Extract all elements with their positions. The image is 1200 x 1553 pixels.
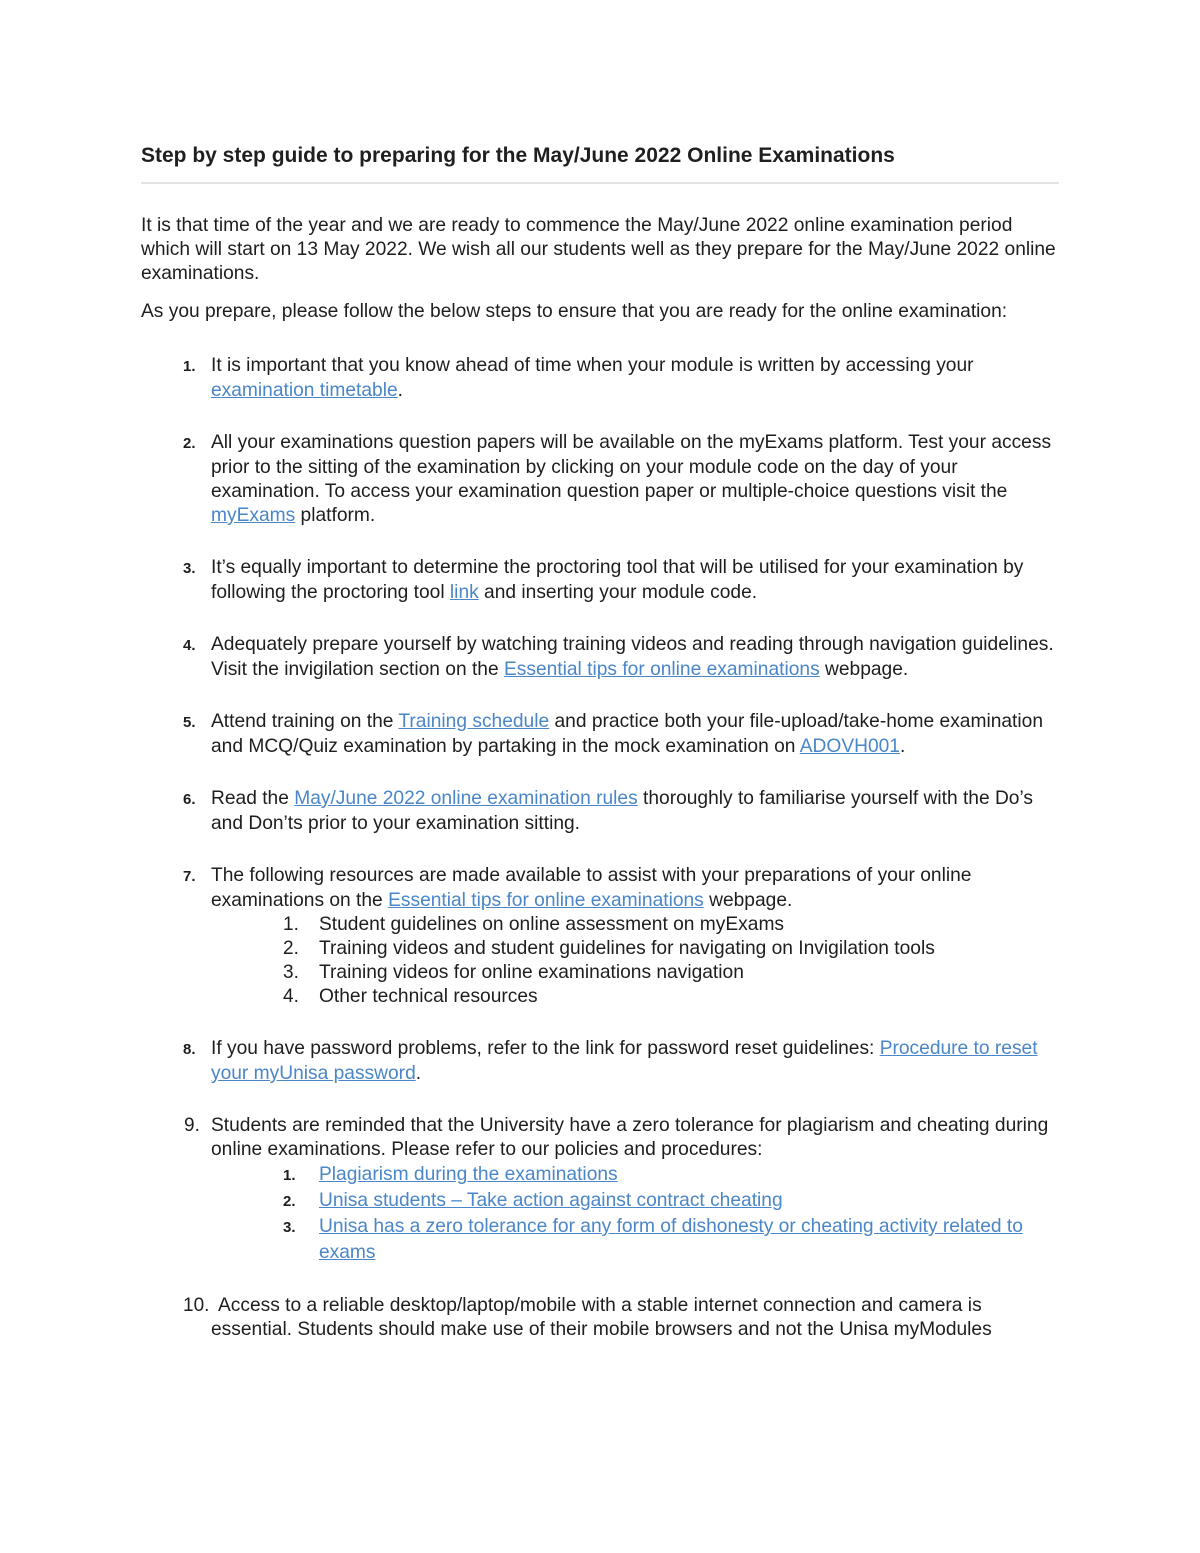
step-number: 5. [183,714,196,731]
intro-paragraph-2: As you prepare, please follow the below steps to ensure that you are ready for the online examination: [141,301,1008,322]
step-6 [141,787,1061,836]
step-text: Access to a reliable desktop/laptop/mobile with a stable internet connection and camera is essential. Students should make use of their mobile browsers and not the Unisa myModules [211,1295,992,1340]
step-number: 2. [183,435,196,452]
list-number: 2. [283,1193,296,1210]
training-schedule-link[interactable]: Training schedule [398,711,550,732]
step-9 [141,1114,1061,1266]
list-item [141,913,1061,937]
list-number: 1. [283,914,299,935]
step-5 [141,710,1061,759]
policies-list [211,1162,1061,1266]
step-text-end: . [899,736,906,757]
step-text: Read the [211,788,295,809]
step-3 [141,556,1061,605]
list-item [141,1214,1061,1266]
step-text: The following resources are made available to assist with your preparations of your online examinations on the [211,865,972,911]
step-text: Adequately prepare yourself by watching training videos and reading through navigation guidelines. Visit the invigilation section on the [211,634,1054,680]
step-text-end: thoroughly to familiarise yourself with the Do’s and Don’ts prior to your examination sitting. [211,788,1033,834]
step-text-middle: and practice both your file-upload/take-home examination and MCQ/Quiz examination by partaking in the mock examination on [211,711,1043,757]
step-number: 8. [183,1041,196,1058]
intro-paragraph-1: It is that time of the year and we are ready to commence the May/June 2022 online examination period which will start on 13 May 2022. We wish all our students well as they prepare for the May/June 2022 online examinations. [141,215,1056,284]
step-number: 9. [184,1115,200,1136]
step-text-end: platform. [295,505,376,526]
myexams-link[interactable]: myExams [211,505,296,526]
list-text: Training videos for online examinations navigation [319,962,744,983]
step-text: Attend training on the [211,711,399,732]
step-4 [141,633,1061,682]
step-text: It is important that you know ahead of time when your module is written by accessing your [211,355,974,376]
title-divider [141,182,1059,184]
step-text-end: . [397,380,403,401]
step-number: 6. [183,791,196,808]
list-number: 3. [283,1219,296,1236]
resources-list [211,913,1061,1009]
document-page [141,140,1061,1370]
step-10 [141,1294,1061,1342]
password-reset-link[interactable]: Procedure to reset your myUnisa password [211,1038,1038,1084]
step-number: 1. [183,358,196,375]
list-item [141,1162,1061,1188]
proctoring-tool-link[interactable]: link [449,582,479,603]
step-text: Students are reminded that the University have a zero tolerance for plagiarism and cheating during online examinations. Please refer to our policies and procedures: [211,1115,1049,1160]
step-text: It’s equally important to determine the proctoring tool that will be utilised for your examination by following the proctoring tool [211,557,1024,603]
step-text: If you have password problems, refer to the link for password reset guidelines: [211,1038,880,1059]
step-text-end: webpage. [819,659,909,680]
examination-timetable-link[interactable]: examination timetable [211,380,398,401]
list-number: 1. [283,1167,296,1184]
step-text-end: and inserting your module code. [478,582,758,603]
zero-tolerance-link[interactable]: Unisa has a zero tolerance for any form of dishonesty or cheating activity related to exams [319,1216,1023,1263]
step-7 [141,864,1061,1009]
step-text-end: . [415,1063,422,1084]
essential-tips-link[interactable]: Essential tips for online examinations [503,659,820,680]
list-text: Other technical resources [319,986,538,1007]
list-number: 4. [283,986,299,1007]
plagiarism-link[interactable]: Plagiarism during the examinations [319,1164,618,1185]
list-item [141,985,1061,1009]
step-2 [141,431,1061,528]
step-number: 4. [183,637,196,654]
list-number: 3. [283,962,299,983]
step-1 [141,354,1061,403]
step-number: 10. [183,1295,210,1316]
contract-cheating-link[interactable]: Unisa students – Take action against contract cheating [319,1190,783,1211]
essential-tips-link-2[interactable]: Essential tips for online examinations [388,890,704,911]
steps-list [141,354,1061,1342]
step-text: All your examinations question papers will be available on the myExams platform. Test your access prior to the sitting of the examination by clicking on your module code on the day of your examination. To access your examination question paper or multiple-choice questions visit the [211,432,1052,502]
step-number: 3. [183,560,196,577]
step-8 [141,1037,1061,1086]
list-text: Student guidelines on online assessment on myExams [319,914,785,935]
exam-rules-link[interactable]: May/June 2022 online examination rules [294,788,638,809]
list-number: 2. [283,938,299,959]
step-text-end: webpage. [703,890,793,911]
list-item [141,1188,1061,1214]
adovh001-link[interactable]: ADOVH001 [799,736,900,757]
step-number: 7. [183,868,196,885]
list-item [141,937,1061,961]
page-title: Step by step guide to preparing for the May/June 2022 Online Examinations [141,144,895,167]
list-item [141,961,1061,985]
list-text: Training videos and student guidelines for navigating on Invigilation tools [319,938,935,959]
